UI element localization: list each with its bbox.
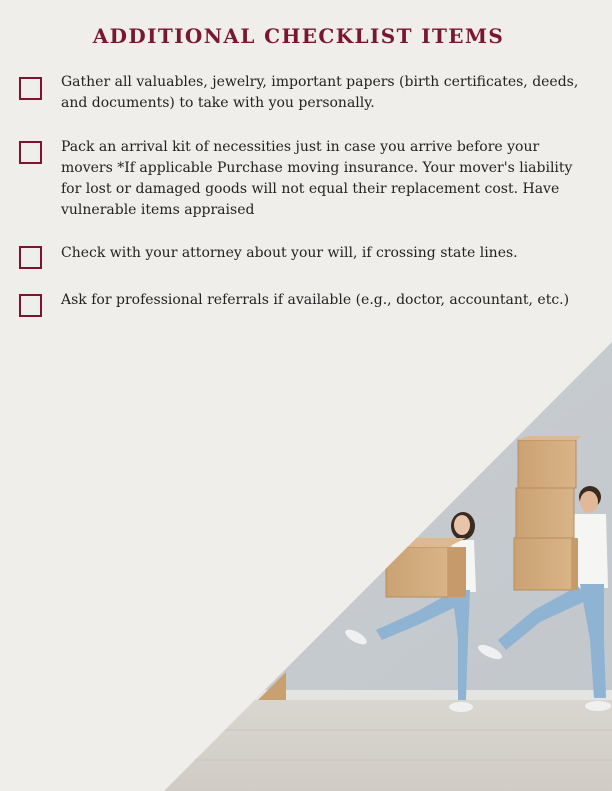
checklist-item-text: Ask for professional referrals if available (e.g., doctor, accountant, etc.) (61, 292, 570, 308)
checklist-item-text: Gather all valuables, jewelry, important papers (birth certificates, deeds, and documents) to take with you personally. (61, 74, 579, 111)
page-title: ADDITIONAL CHECKLIST ITEMS (92, 24, 505, 48)
checklist-item-text: Check with your attorney about your will, if crossing state lines. (61, 245, 518, 261)
checklist-item-text: Pack an arrival kit of necessities just in case you arrive before your movers *If applicable Purchase moving insurance. Your mover's liability for lost or damaged goods will not equal their replacement cost. Have vulnerable items appraised (61, 139, 573, 218)
